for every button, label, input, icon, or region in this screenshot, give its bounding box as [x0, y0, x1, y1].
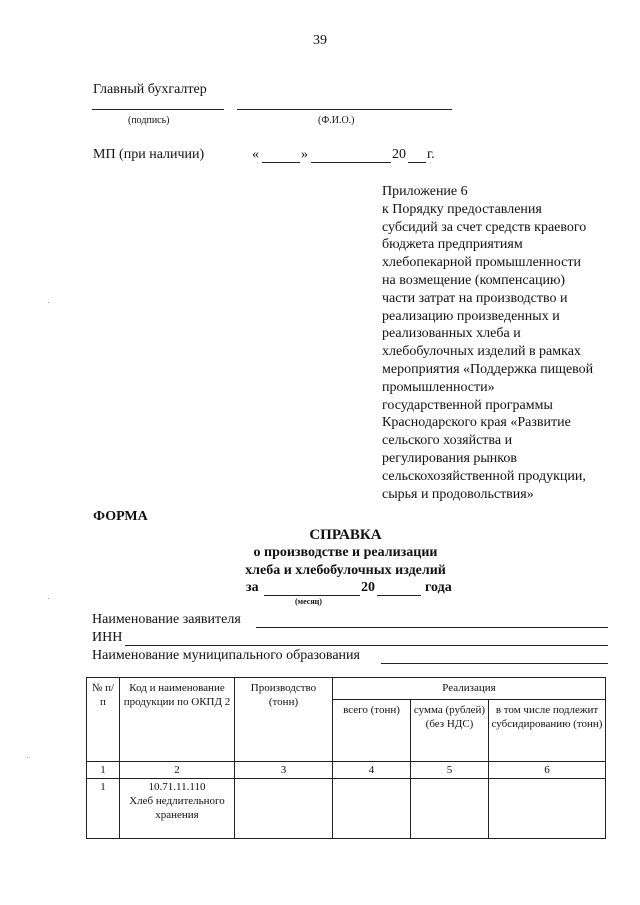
- appendix-line: на возмещение (компенсацию): [382, 272, 566, 288]
- appendix-line: регулирования рынков: [382, 450, 517, 466]
- date-close-quote: »: [301, 147, 308, 162]
- column-number-row: [87, 762, 606, 779]
- inn-field[interactable]: [125, 645, 608, 646]
- date-open-quote: «: [252, 147, 259, 162]
- signature-caption: (подпись): [128, 115, 170, 126]
- month-caption: (месяц): [295, 597, 322, 606]
- scan-speck: [48, 598, 49, 599]
- appendix-line: реализованных хлеба и: [382, 326, 521, 342]
- name-caption: (Ф.И.О.): [318, 115, 355, 126]
- period-year-line: [377, 595, 421, 596]
- date-year-line: [408, 162, 426, 163]
- data-table: [86, 677, 606, 839]
- name-line: [237, 109, 452, 110]
- column-number: 6: [489, 762, 606, 779]
- appendix-line: промышленности»: [382, 379, 495, 395]
- applicant-field[interactable]: [256, 627, 608, 628]
- column-number: 5: [411, 762, 489, 779]
- period-year-prefix: 20: [361, 580, 375, 595]
- scan-speck: [27, 757, 28, 758]
- municipality-field[interactable]: [381, 663, 608, 664]
- row-num: 1: [87, 779, 120, 839]
- table-header-row: [87, 678, 606, 700]
- scan-speck: [48, 302, 49, 303]
- column-number: 1: [87, 762, 120, 779]
- municipality-label: Наименование муниципального образования: [92, 648, 360, 663]
- appendix-line: сельскохозяйственной продукции,: [382, 468, 586, 484]
- appendix-line: реализацию произведенных и: [382, 308, 560, 324]
- applicant-label: Наименование заявителя: [92, 612, 241, 627]
- document-subtitle-1: о производстве и реализации: [253, 545, 438, 560]
- appendix-line: сельского хозяйства и: [382, 433, 513, 449]
- chief-accountant-label: Главный бухгалтер: [93, 82, 207, 97]
- header-code: Код и наименование продукции по ОКПД 2: [120, 678, 235, 762]
- column-number: 3: [235, 762, 333, 779]
- appendix-line: Краснодарского края «Развитие: [382, 415, 571, 431]
- header-sum: сумма (рублей) (без НДС): [411, 700, 489, 762]
- date-month-line: [311, 162, 391, 163]
- appendix-line: хлебопекарной промышленности: [382, 255, 581, 271]
- row-code-cell: [120, 779, 235, 839]
- period-prefix: за: [246, 580, 259, 595]
- appendix-line: сырья и продовольствия»: [382, 486, 534, 502]
- appendix-line: бюджета предприятиям: [382, 237, 523, 253]
- appendix-line: государственной программы: [382, 397, 553, 413]
- date-day-line: [262, 162, 300, 163]
- header-production: Производство (тонн): [235, 678, 333, 762]
- signature-line: [92, 109, 224, 110]
- appendix-block: [382, 183, 622, 503]
- table-row: [87, 779, 606, 839]
- appendix-line: Приложение 6: [382, 184, 468, 199]
- period-month-line: [264, 595, 360, 596]
- inn-label: ИНН: [92, 630, 123, 645]
- row-subsidized[interactable]: [489, 779, 606, 839]
- page-number: 39: [313, 33, 327, 48]
- header-subsidized: в том числе подлежит субсидированию (тонн): [489, 700, 606, 762]
- date-year-prefix: 20: [392, 147, 406, 162]
- appendix-line: к Порядку предоставления: [382, 201, 542, 217]
- row-code: 10.71.11.110: [148, 781, 206, 793]
- appendix-line: хлебобулочных изделий в рамках: [382, 344, 581, 360]
- header-total: всего (тонн): [333, 700, 411, 762]
- document-title: СПРАВКА: [309, 527, 382, 543]
- header-sales: Реализация: [333, 678, 606, 700]
- row-name: Хлеб недлительного хранения: [129, 795, 225, 821]
- column-number: 4: [333, 762, 411, 779]
- appendix-line: части затрат на производство и: [382, 290, 568, 306]
- appendix-line: субсидий за счет средств краевого: [382, 219, 587, 235]
- document-subtitle-2: хлеба и хлебобулочных изделий: [245, 563, 446, 578]
- row-sum[interactable]: [411, 779, 489, 839]
- header-num: № п/п: [87, 678, 120, 762]
- row-total[interactable]: [333, 779, 411, 839]
- period-suffix: года: [425, 580, 452, 595]
- date-year-suffix: г.: [427, 147, 435, 162]
- row-production[interactable]: [235, 779, 333, 839]
- column-number: 2: [120, 762, 235, 779]
- stamp-label: МП (при наличии): [93, 147, 205, 162]
- form-label: ФОРМА: [93, 509, 148, 524]
- appendix-line: мероприятия «Поддержка пищевой: [382, 361, 594, 377]
